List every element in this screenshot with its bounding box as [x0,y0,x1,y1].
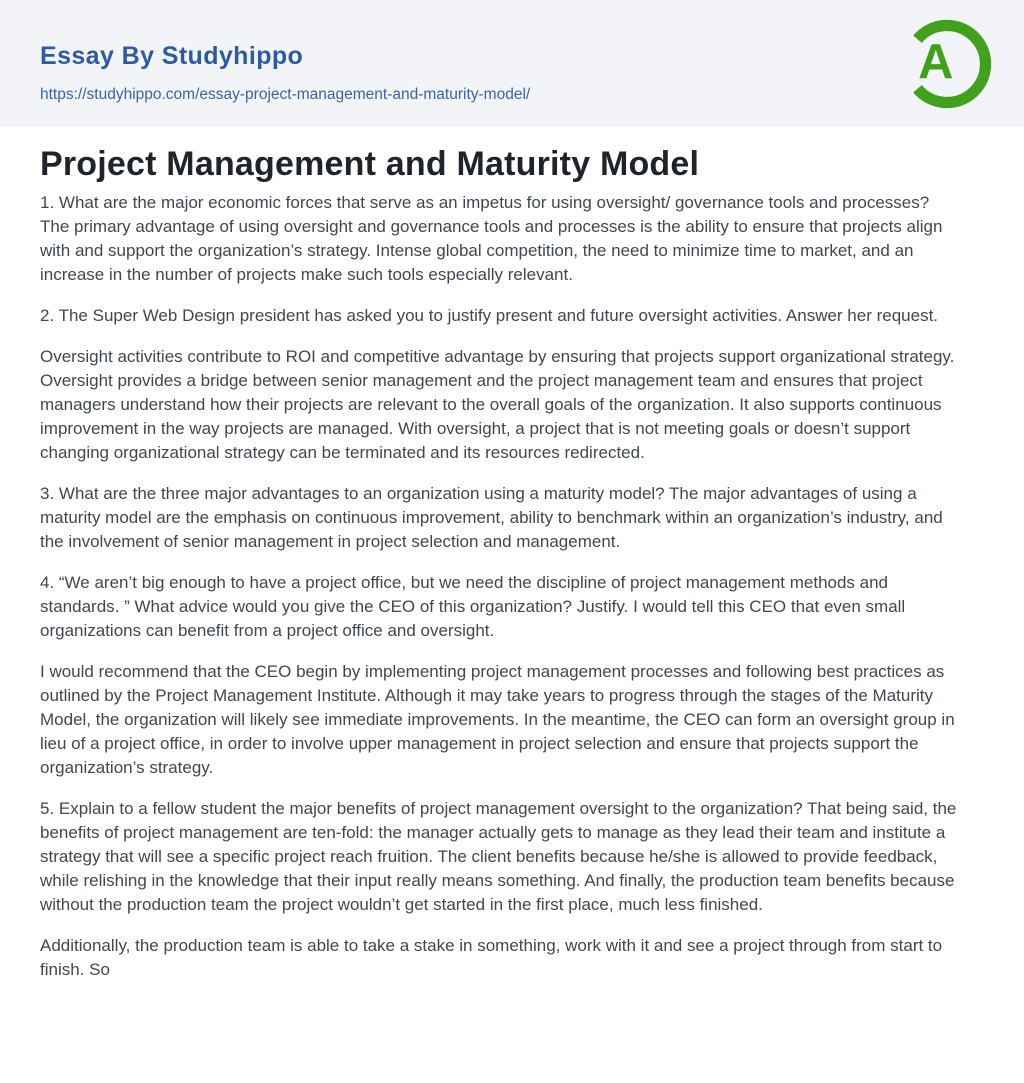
studyhippo-logo [900,17,994,111]
essay-paragraph: 2. The Super Web Design president has asked you to justify present and future oversight activities. Answer her request. [40,306,939,325]
essay-paragraph: Oversight activities contribute to ROI and competitive advantage by ensuring that projects support organizational strategy. Oversight provides a bridge between senior management and the project management team and ensures that project managers understand how their projects are relevant to the overall goals of the organization. It also supports continuous improvement in the way projects are managed. With oversight, a project that is not meeting goals or doesn’t support changing organizational strategy can be terminated and its resources redirected. [40,347,955,462]
essay-paragraph: I would recommend that the CEO begin by implementing project management processes and following best practices as outlined by the Project Management Institute. Although it may take years to progress through the stages of the Maturity Model, the organization will likely see immediate improvements. In the meantime, the CEO can form an oversight group in lieu of a project office, in order to involve upper management in project selection and ensure that projects support the organization’s strategy. [40,662,955,777]
page-url[interactable]: https://studyhippo.com/essay-project-management-and-maturity-model/ [40,86,531,103]
header [0,0,1024,127]
logo-circle-icon [900,17,994,111]
essay-paragraph: 5. Explain to a fellow student the major benefits of project management oversight to the organization? That being said, the benefits of project management are ten-fold: the manager actually gets to manage as they lead their team and institute a strategy that will see a specific project reach fruition. The client benefits because he/she is allowed to provide feedback, while relishing in the knowledge that their input really means something. And finally, the production team benefits because without the production team the project wouldn’t get started in the first place, much less finished. [40,799,957,914]
essay-title: Project Management and Maturity Model [40,145,700,183]
essay-paragraph: 3. What are the three major advantages to an organization using a maturity model? The major advantages of using a maturity model are the emphasis on continuous improvement, ability to benchmark within an organization’s industry, and the involvement of senior management in project selection and management. [40,484,943,551]
essay-paragraph: 4. “We aren’t big enough to have a project office, but we need the discipline of project management methods and standards. ” What advice would you give the CEO of this organization? Justify. I would tell this CEO that even small organizations can benefit from a project office and oversight. [40,573,906,640]
logo-letter: A [918,35,954,90]
essay-paragraph: 1. What are the major economic forces that serve as an impetus for using oversight/ governance tools and processes? The primary advantage of using oversight and governance tools and processes is the ability to ensure that projects align with and support the organization’s strategy. Intense global competition, the need to minimize time to market, and an increase in the number of projects make such tools especially relevant. [40,193,943,284]
essay-paragraph: Additionally, the production team is able to take a stake in something, work with it and see a project through from start to finish. So [40,936,943,979]
essay-content [0,127,1000,982]
site-title: Essay By Studyhippo [40,42,304,70]
